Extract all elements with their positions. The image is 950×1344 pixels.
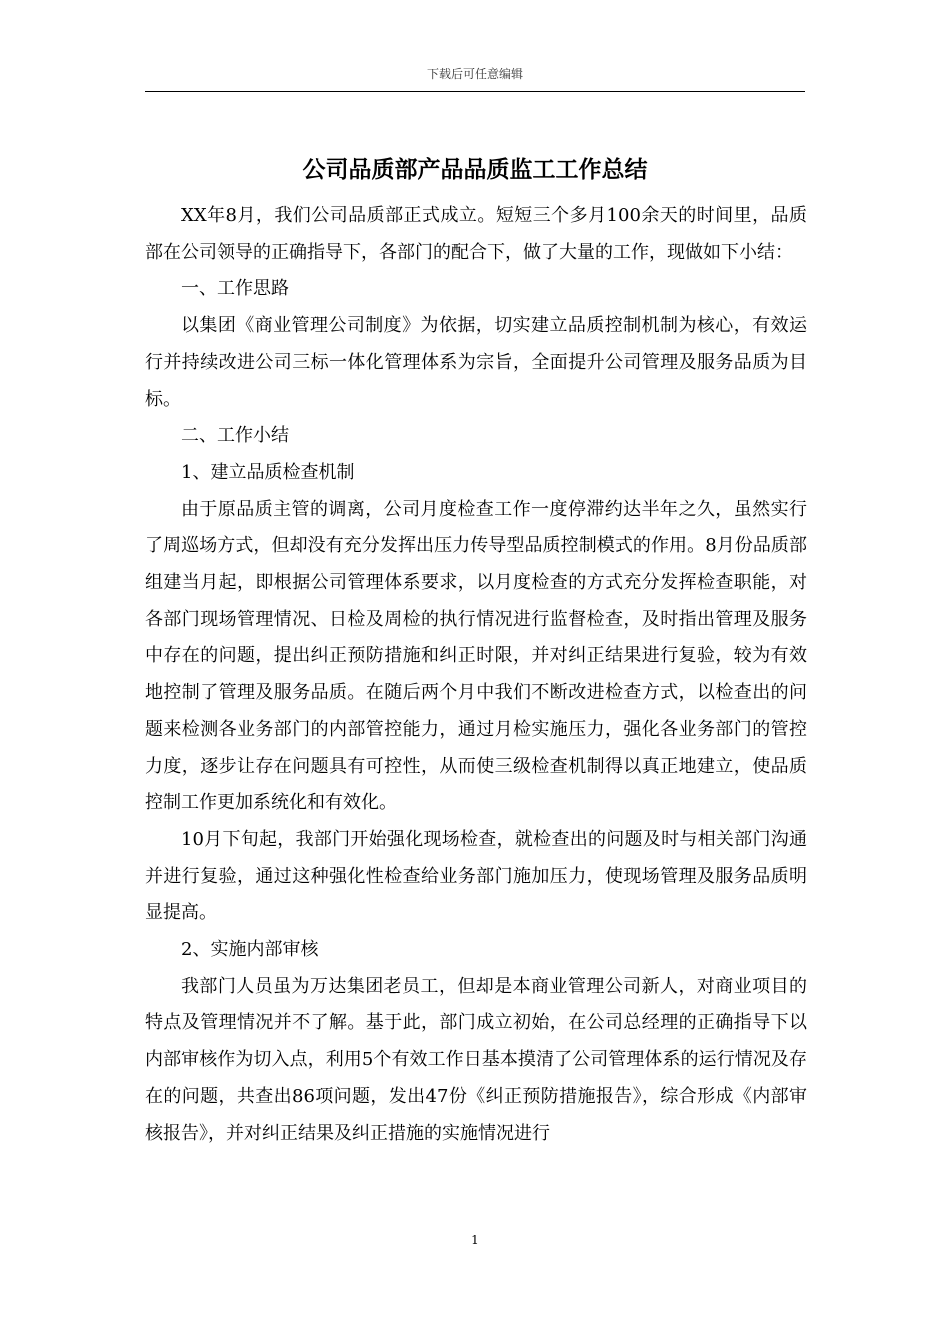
page-header: 下载后可任意编辑 — [426, 67, 523, 81]
paragraph-work-approach: 以集团《商业管理公司制度》为依据，切实建立品质控制机制为核心，有效运行并持续改进公司三标一体化管理体系为宗旨，全面提升公司管理及服务品质为目标。 — [145, 315, 807, 410]
paragraph-internal-audit: 我部门人员虽为万达集团老员工，但却是本商业管理公司新人，对商业项目的特点及管理情况并不了解。基于此，部门成立初始，在公司总经理的正确指导下以内部审核作为切入点，利用5个有效工作日基本摸清了公司管理体系的运行情况及存在的问题，共查出86项问题，发出47份《纠正预防措施报告》，综合形成《内部审核报告》，并对纠正结果及纠正措施的实施情况进行 — [145, 975, 807, 1144]
paragraph-intro: XX年8月，我们公司品质部正式成立。短短三个多月100余天的时间里，品质部在公司领导的正确指导下，各部门的配合下，做了大量的工作，现做如下小结： — [145, 205, 807, 263]
heading-work-summary: 二、工作小结 — [181, 425, 289, 447]
paragraph-inspection-mechanism: 由于原品质主管的调离，公司月度检查工作一度停滞约达半年之久，虽然实行了周巡场方式，但却没有充分发挥出压力传导型品质控制模式的作用。8月份品质部组建当月起，即根据公司管理体系要求，以月度检查的方式充分发挥检查职能，对各部门现场管理情况、日检及周检的执行情况进行监督检查，及时指出管理及服务中存在的问题，提出纠正预防措施和纠正时限，并对纠正结果进行复验，较为有效地控制了管理及服务品质。在随后两个月中我们不断改进检查方式，以检查出的问题来检测各业务部门的内部管控能力，通过月检实施压力，强化各业务部门的管控力度，逐步让存在问题具有可控性，从而使三级检查机制得以真正地建立，使品质控制工作更加系统化和有效化。 — [145, 498, 807, 814]
document-title: 公司品质部产品品质监工工作总结 — [302, 157, 648, 183]
header-divider — [145, 91, 805, 92]
subheading-inspection-mechanism: 1、建立品质检查机制 — [181, 461, 355, 483]
page-number: 1 — [471, 1233, 479, 1247]
paragraph-site-inspection: 10月下旬起，我部门开始强化现场检查，就检查出的问题及时与相关部门沟通并进行复验，通过这种强化性检查给业务部门施加压力，使现场管理及服务品质明显提高。 — [145, 828, 807, 924]
heading-work-approach: 一、工作思路 — [181, 278, 289, 300]
document-body — [145, 198, 807, 1152]
subheading-internal-audit: 2、实施内部审核 — [181, 939, 319, 961]
